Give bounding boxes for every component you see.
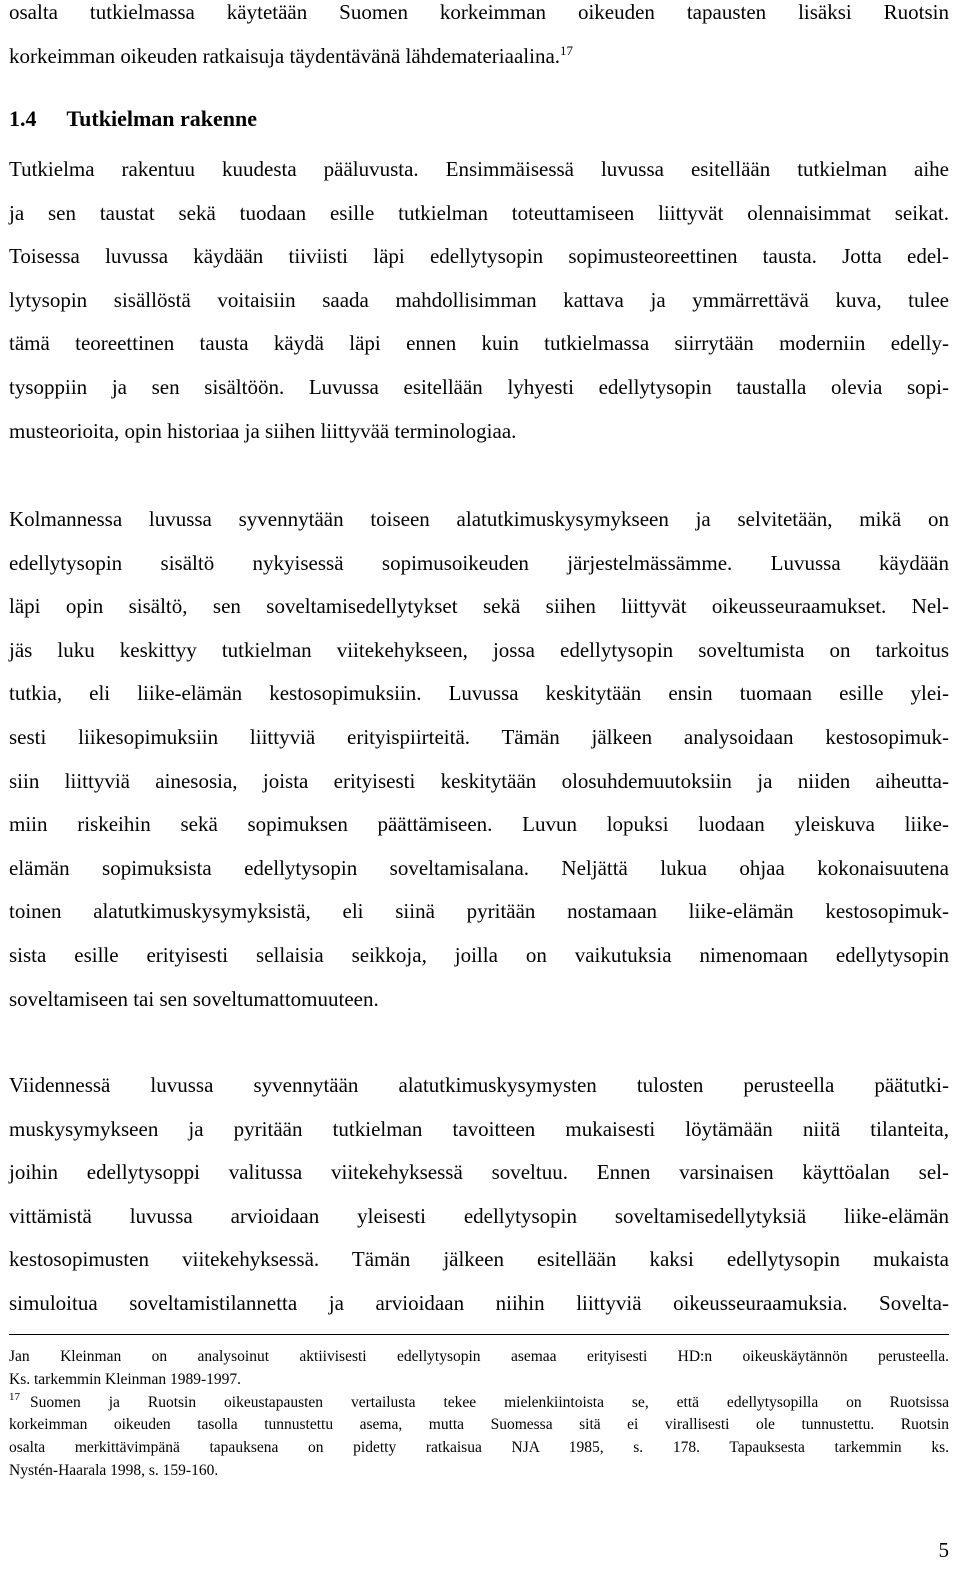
text-line: tutkia, eli liike-elämän kestosopimuksiin. Luvussa keskitytään ensin tuomaan esille ylei- [9, 681, 949, 706]
section-number: 1.4 [9, 106, 37, 131]
text-line: Tutkielma rakentuu kuudesta pääluvusta. Ensimmäisessä luvussa esitellään tutkielman aihe [9, 157, 949, 181]
page-number: 5 [938, 1538, 949, 1562]
text-line: Toisessa luvussa käydään tiiviisti läpi edellytysopin sopimusteoreettinen tausta. Jotta edel- [9, 244, 949, 269]
section-heading [9, 106, 257, 132]
text-line: Viidennessä luvussa syvennytään alatutkimuskysymysten tulosten perusteella päätutki- [9, 1073, 949, 1097]
text-line: tämä teoreettinen tausta käydä läpi ennen kuin tutkielmassa siirrytään moderniin edelly- [9, 331, 949, 356]
text-line: soveltamiseen tai sen soveltumattomuuteen. [9, 986, 379, 1011]
footnote-text: Suomen ja Ruotsin oikeustapausten vertailusta tekee mielenkiintoista se, että edellytysopilla on Ruotsissa [30, 1393, 949, 1411]
footnote-line: osalta merkittävimpänä tapauksena on pidetty ratkaisua NJA 1985, s. 178. Tapauksesta tarkemmin ks. [9, 1439, 949, 1457]
footnote-17-line [9, 1392, 949, 1415]
text-line: ja sen taustat sekä tuodaan esille tutkielman toteuttamiseen liittyvät olennaisimmat seikat. [9, 200, 949, 225]
text-line: miin riskeihin sekä sopimuksen päättämiseen. Luvun lopuksi luodaan yleiskuva liike- [9, 812, 949, 837]
text-line: tysoppiin ja sen sisältöön. Luvussa esitellään lyhyesti edellytysopin taustalla olevia sopi- [9, 374, 949, 399]
footnote-number: 17 [9, 1391, 20, 1404]
footnote-line: Jan Kleinman on analysoinut aktiivisesti edellytysopin asemaa erityisesti HD:n oikeuskäytännön perusteella. [9, 1348, 949, 1365]
section-title: Tutkielman rakenne [66, 106, 258, 131]
text-line: vittämistä luvussa arvioidaan yleisesti edellytysopin soveltamisedellytyksiä liike-elämän [9, 1203, 949, 1228]
text-line: sista esille erityisesti sellaisia seikkoja, joilla on vaikutuksia nimenomaan edellytysopin [9, 942, 949, 967]
footnote-separator [9, 1334, 949, 1335]
text-line: sesti liikesopimuksiin liittyviä erityispiirteitä. Tämän jälkeen analysoidaan kestosopimuk- [9, 724, 949, 749]
text-line-content: korkeimman oikeuden ratkaisuja täydentävänä lähdemateriaalina. [9, 43, 561, 68]
text-line: edellytysopin sisältö nykyisessä sopimusoikeuden järjestelmässämme. Luvussa käydään [9, 550, 949, 575]
text-line: muskysymykseen ja pyritään tutkielman tavoitteen mukaisesti löytämään niitä tilanteita, [9, 1116, 949, 1141]
paragraph-1 [9, 148, 949, 453]
text-line: siin liittyviä ainesosia, joista erityisesti keskitytään olosuhdemuutoksiin ja niiden aiheutta- [9, 768, 949, 793]
intro-paragraph [9, 0, 949, 78]
text-line: simuloitua soveltamistilannetta ja arvioidaan niihin liittyviä oikeusseuraamuksia. Sovelta- [9, 1290, 949, 1315]
footnote-line: Nystén-Haarala 1998, s. 159-160. [9, 1461, 219, 1479]
paragraph-2 [9, 498, 949, 1021]
footnotes [9, 1346, 949, 1483]
text-line [9, 35, 949, 79]
text-line: elämän sopimuksista edellytysopin soveltamisalana. Neljättä lukua ohjaa kokonaisuutena [9, 855, 949, 880]
text-line: jäs luku keskittyy tutkielman viitekehykseen, jossa edellytysopin soveltumista on tarkoitus [9, 637, 949, 662]
text-line: osalta tutkielmassa käytetään Suomen korkeimman oikeuden tapausten lisäksi Ruotsin [9, 0, 949, 24]
text-line: musteorioita, opin historiaa ja siihen liittyvää terminologiaa. [9, 418, 517, 443]
paragraph-3 [9, 1064, 949, 1326]
text-line: toinen alatutkimuskysymyksistä, eli siinä pyritään nostamaan liike-elämän kestosopimuk- [9, 899, 949, 924]
text-line: Kolmannessa luvussa syvennytään toiseen alatutkimuskysymykseen ja selvitetään, mikä on [9, 507, 949, 531]
text-line: joihin edellytysoppi valitussa viitekehyksessä soveltuu. Ennen varsinaisen käyttöalan sel- [9, 1160, 949, 1185]
text-line: lytysopin sisällöstä voitaisiin saada mahdollisimman kattava ja ymmärrettävä kuva, tulee [9, 287, 949, 312]
footnote-line: Ks. tarkemmin Kleinman 1989-1997. [9, 1370, 242, 1388]
text-line: kestosopimusten viitekehyksessä. Tämän jälkeen esitellään kaksi edellytysopin mukaista [9, 1247, 949, 1272]
footnote-reference[interactable]: 17 [560, 42, 574, 58]
footnote-line: korkeimman oikeuden tasolla tunnustettu asema, mutta Suomessa sitä ei virallisesti ole tunnustettu. Ruotsin [9, 1416, 949, 1434]
text-line: läpi opin sisältö, sen soveltamisedellytykset sekä siihen liittyvät oikeusseuraamukset. Nel- [9, 594, 949, 619]
